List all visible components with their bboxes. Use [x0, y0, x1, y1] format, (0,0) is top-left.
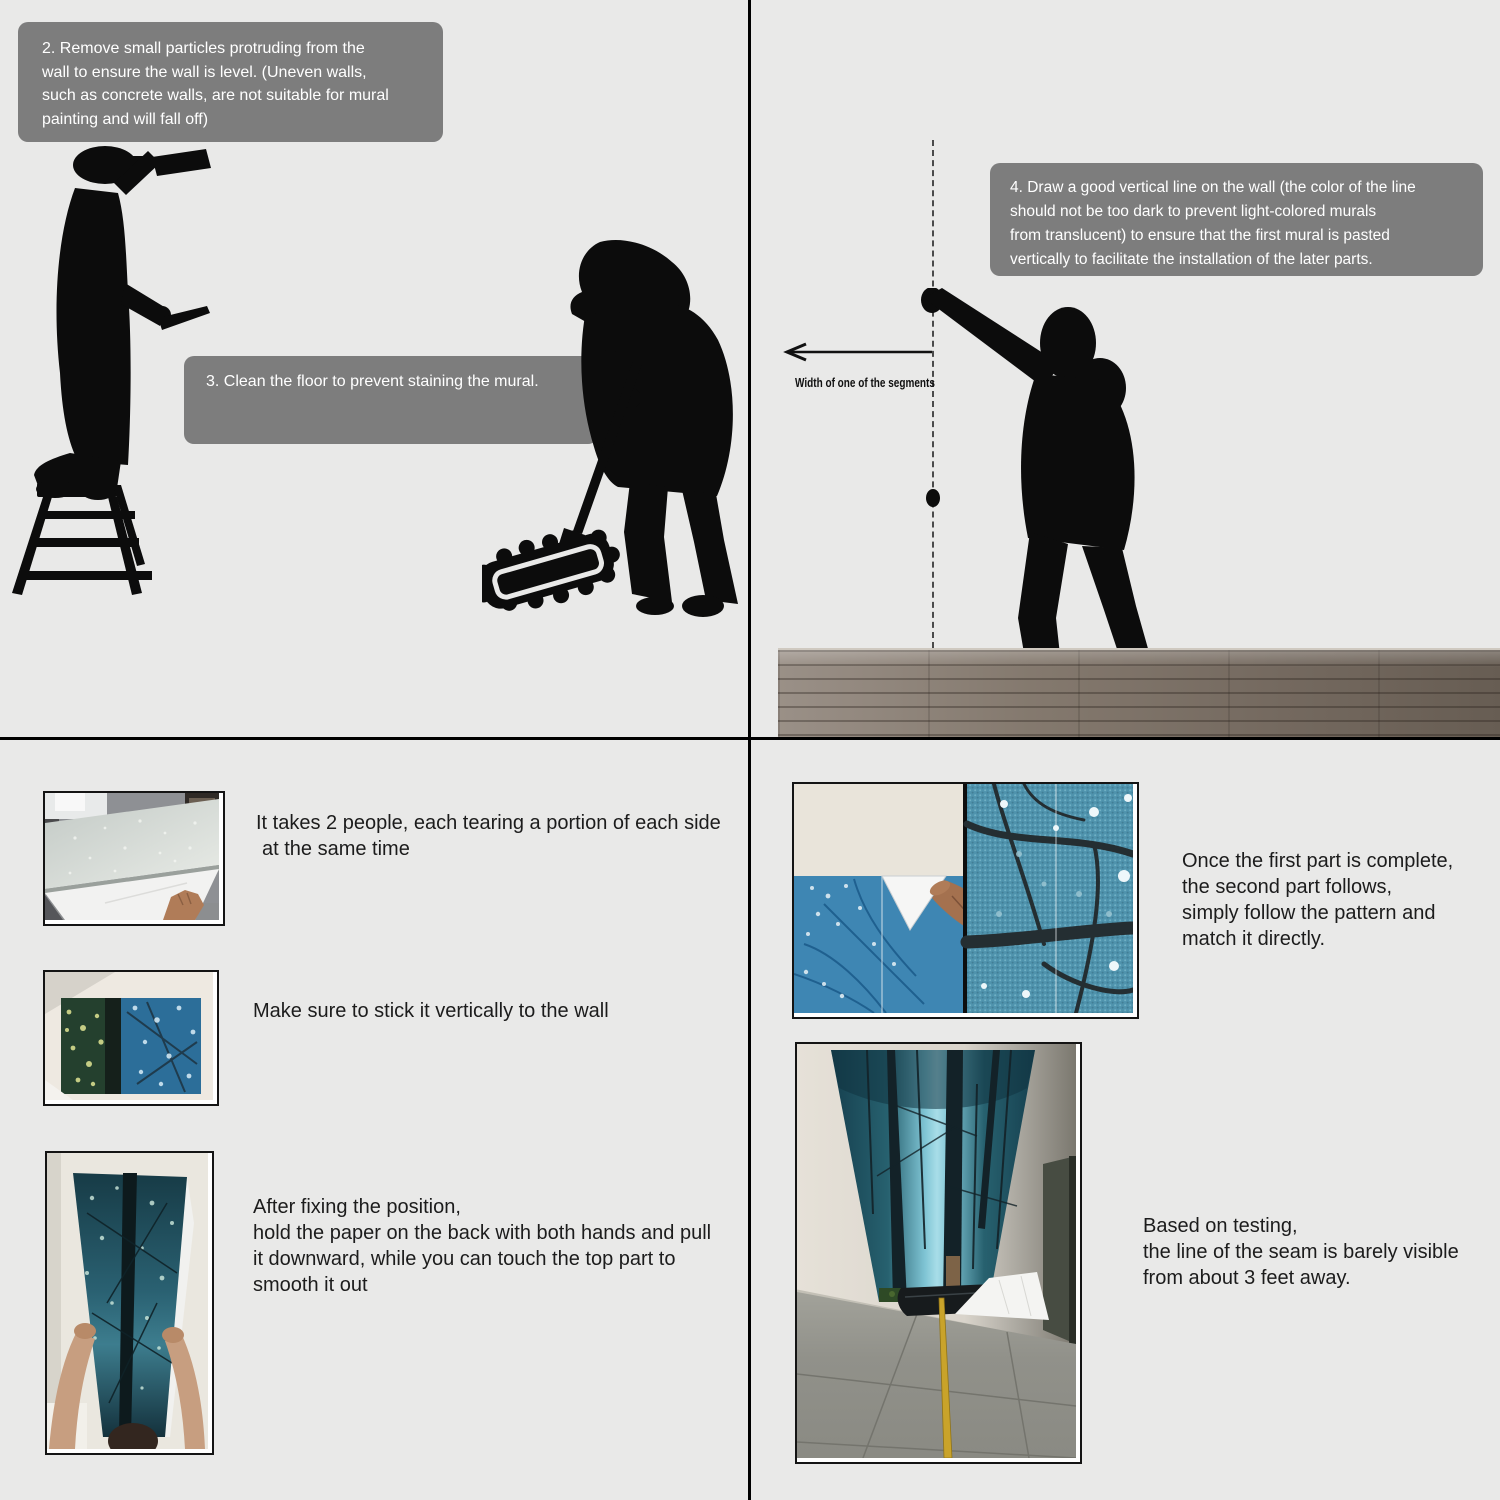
width-arrow-label: Width of one of the segments: [795, 376, 935, 390]
step2-line: wall to ensure the wall is level. (Uneven walls,: [42, 63, 367, 81]
step4-line: 4. Draw a good vertical line on the wall (the color of the line: [1010, 179, 1416, 196]
caption-tear-line: It takes 2 people, each tearing a portion of each side: [256, 812, 721, 834]
caption-fixing-line: After fixing the position,: [253, 1196, 461, 1218]
step2-line: such as concrete walls, are not suitable for mural: [42, 87, 389, 104]
mopping-worker-silhouette: [482, 232, 742, 622]
caption-fixing: [253, 1194, 711, 1298]
step2-line: 2. Remove small particles protruding from the: [42, 40, 365, 57]
step4-line: should not be too dark to prevent light-colored murals: [1010, 203, 1377, 220]
caption-seam-line: the line of the seam is barely visible: [1143, 1241, 1459, 1263]
step4-line: from translucent) to ensure that the first mural is pasted: [1010, 227, 1390, 244]
step3-line: 3. Clean the floor to prevent staining the mural.: [206, 373, 539, 390]
caption-pattern-line: Once the first part is complete,: [1182, 850, 1454, 872]
caption-pattern-line: match it directly.: [1182, 928, 1325, 950]
caption-seam-line: from about 3 feet away.: [1143, 1267, 1351, 1289]
caption-tear: [256, 810, 721, 862]
step4-instruction-box: [990, 163, 1483, 276]
caption-pattern: [1182, 848, 1453, 952]
photo-peeling-backing: [43, 791, 225, 926]
caption-fixing-line: hold the paper on the back with both hands and pull: [253, 1222, 712, 1244]
plumb-line-worker-silhouette: [918, 288, 1178, 708]
caption-vertical: [253, 998, 609, 1024]
vertical-divider: [748, 0, 751, 1500]
caption-fixing-line: smooth it out: [253, 1274, 368, 1296]
wood-floor-photo: [778, 648, 1500, 737]
caption-tear-line: at the same time: [262, 838, 410, 860]
caption-pattern-line: the second part follows,: [1182, 876, 1393, 898]
photo-holding-panel: [45, 1151, 214, 1455]
width-arrow-icon: [782, 340, 934, 364]
step4-line: vertically to facilitate the installation of the later parts.: [1010, 251, 1373, 268]
caption-vertical-line: Make sure to stick it vertically to the wall: [253, 1000, 609, 1022]
step2-line: painting and will fall off): [42, 110, 209, 128]
caption-seam-line: Based on testing,: [1143, 1215, 1298, 1237]
photo-installed-mural-seam: [795, 1042, 1082, 1464]
caption-pattern-line: simply follow the pattern and: [1182, 902, 1436, 924]
photo-pattern-match-composite: [792, 782, 1139, 1019]
step2-instruction-box: [18, 22, 443, 142]
photo-mural-on-wall: [43, 970, 219, 1106]
caption-seam: [1143, 1213, 1459, 1291]
caption-fixing-line: it downward, while you can touch the top part to: [253, 1248, 676, 1270]
